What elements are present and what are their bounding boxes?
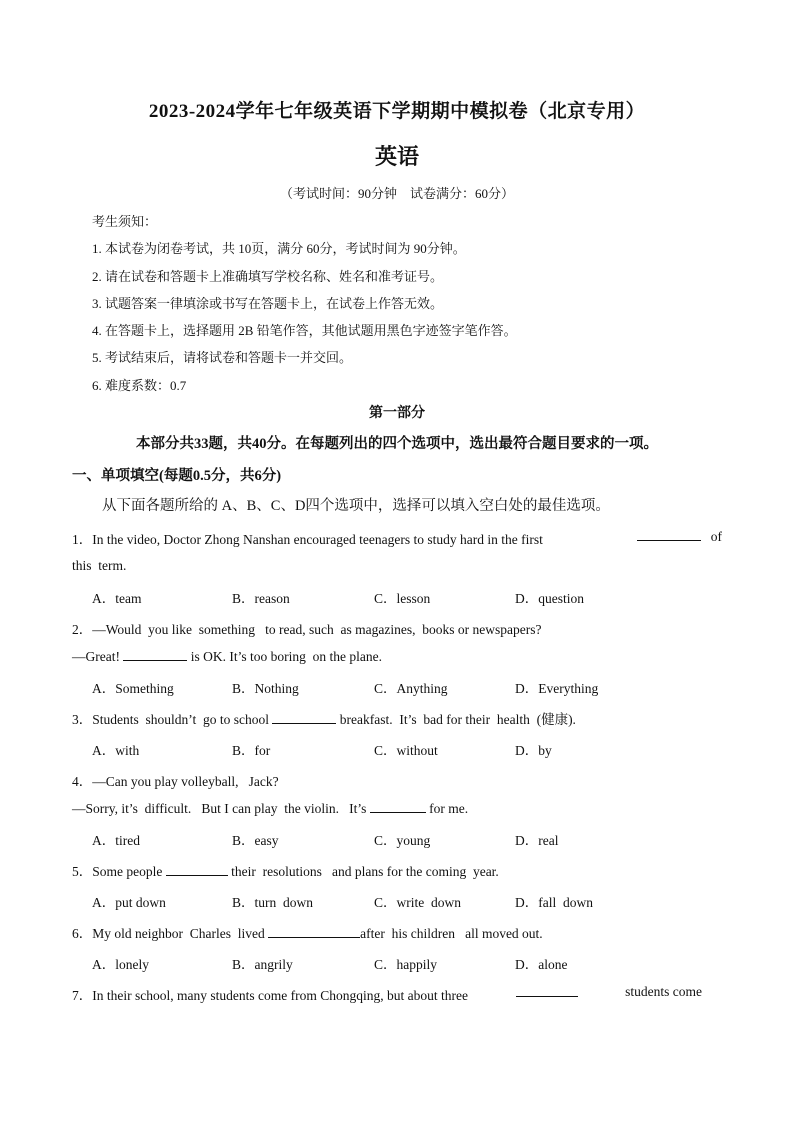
option-a: A．Something [92,681,174,696]
option-d: D．real [515,833,559,848]
question-5 [72,860,499,880]
notice-item: 1. 本试卷为闭卷考试，共 10页，满分 60分，考试时间为 90分钟。 [92,241,466,256]
question-stem: 1．In the video, Doctor Zhong Nanshan encouraged teenagers to study hard in the first [72,532,543,547]
answer-blank [516,984,578,997]
option-a: A．with [92,743,140,758]
option-c: C．happily [374,957,437,972]
question-3 [72,708,576,728]
notice-item: 6. 难度系数：0.7 [92,378,187,393]
exam-title: 2023-2024学年七年级英语下学期期中模拟卷（北京专用） [148,101,646,122]
part-title: 第一部分 [369,406,425,421]
option-a: A．lonely [92,957,149,972]
answer-blank [637,528,701,541]
notice-heading: 考生须知： [92,214,158,229]
option-c: C．without [374,743,438,758]
question-stem: 7．In their school, many students come from Chongqing, but about three [72,988,468,1003]
answer-blank [166,863,228,876]
notice-item: 2. 请在试卷和答题卡上准确填写学校名称、姓名和准考证号。 [92,269,444,284]
notice-item: 4. 在答题卡上，选择题用 2B 铅笔作答，其他试题用黑色字迹签字笔作答。 [92,323,517,338]
question-stem: —Great! [72,649,120,664]
option-b: B．easy [232,833,279,848]
question-stem: 2．—Would you like something to read, such as magazines, books or newspapers? [72,622,542,637]
part-description: 本部分共33题，共40分。在每题列出的四个选项中，选出最符合题目要求的一项。 [136,436,658,452]
answer-blank [268,925,360,938]
option-d: D．alone [515,957,568,972]
option-b: B．reason [232,591,290,606]
question-stem: of [710,529,722,544]
option-a: A．put down [92,895,166,910]
answer-blank [272,711,336,724]
exam-time-info: （考试时间：90分钟 试卷满分：60分） [279,186,514,201]
option-b: B．turn down [232,895,313,910]
question-stem: 4．—Can you play volleyball, Jack? [72,774,279,789]
question-2-line-2 [72,648,382,665]
question-stem: for me. [429,801,469,816]
answer-blank [123,648,187,661]
notice-item: 3. 试题答案一律填涂或书写在答题卡上，在试卷上作答无效。 [92,296,444,311]
section-instruction: 从下面各题所给的 A、B、C、D四个选项中，选择可以填入空白处的最佳选项。 [102,498,610,514]
question-stem: 6．My old neighbor Charles lived [72,926,265,941]
option-d: D．Everything [515,681,599,696]
question-stem: is OK. It’s too boring on the plane. [190,649,382,664]
question-stem: breakfast. It’s bad for their health (健康). [339,712,576,727]
question-stem: their resolutions and plans for the coming year. [231,864,499,879]
question-stem: after his children all moved out. [360,926,543,941]
question-stem: 3．Students shouldn’t go to school [72,712,270,727]
option-d: D．by [515,743,552,758]
question-1 [72,528,722,548]
section-title: 一、单项填空(每题0.5分，共6分) [72,468,282,484]
option-c: C．lesson [374,591,431,606]
question-6 [72,922,543,942]
option-c: C．young [374,833,431,848]
option-c: C．Anything [374,681,448,696]
question-stem: —Sorry, it’s difficult. But I can play the violin. It’s [72,801,367,816]
option-b: B．angrily [232,957,293,972]
question-7 [72,984,702,1004]
question-stem: students come [625,984,702,999]
option-c: C．write down [374,895,461,910]
option-b: B．for [232,743,271,758]
question-4-line-2 [72,800,468,817]
option-d: D．fall down [515,895,593,910]
subject-heading: 英语 [374,144,419,169]
option-a: A．team [92,591,142,606]
notice-item: 5. 考试结束后，请将试卷和答题卡一并交回。 [92,350,353,365]
question-stem: 5．Some people [72,864,163,879]
option-a: A．tired [92,833,140,848]
answer-blank [370,800,426,813]
option-d: D．question [515,591,584,606]
question-stem: this term. [72,558,127,573]
option-b: B．Nothing [232,681,299,696]
